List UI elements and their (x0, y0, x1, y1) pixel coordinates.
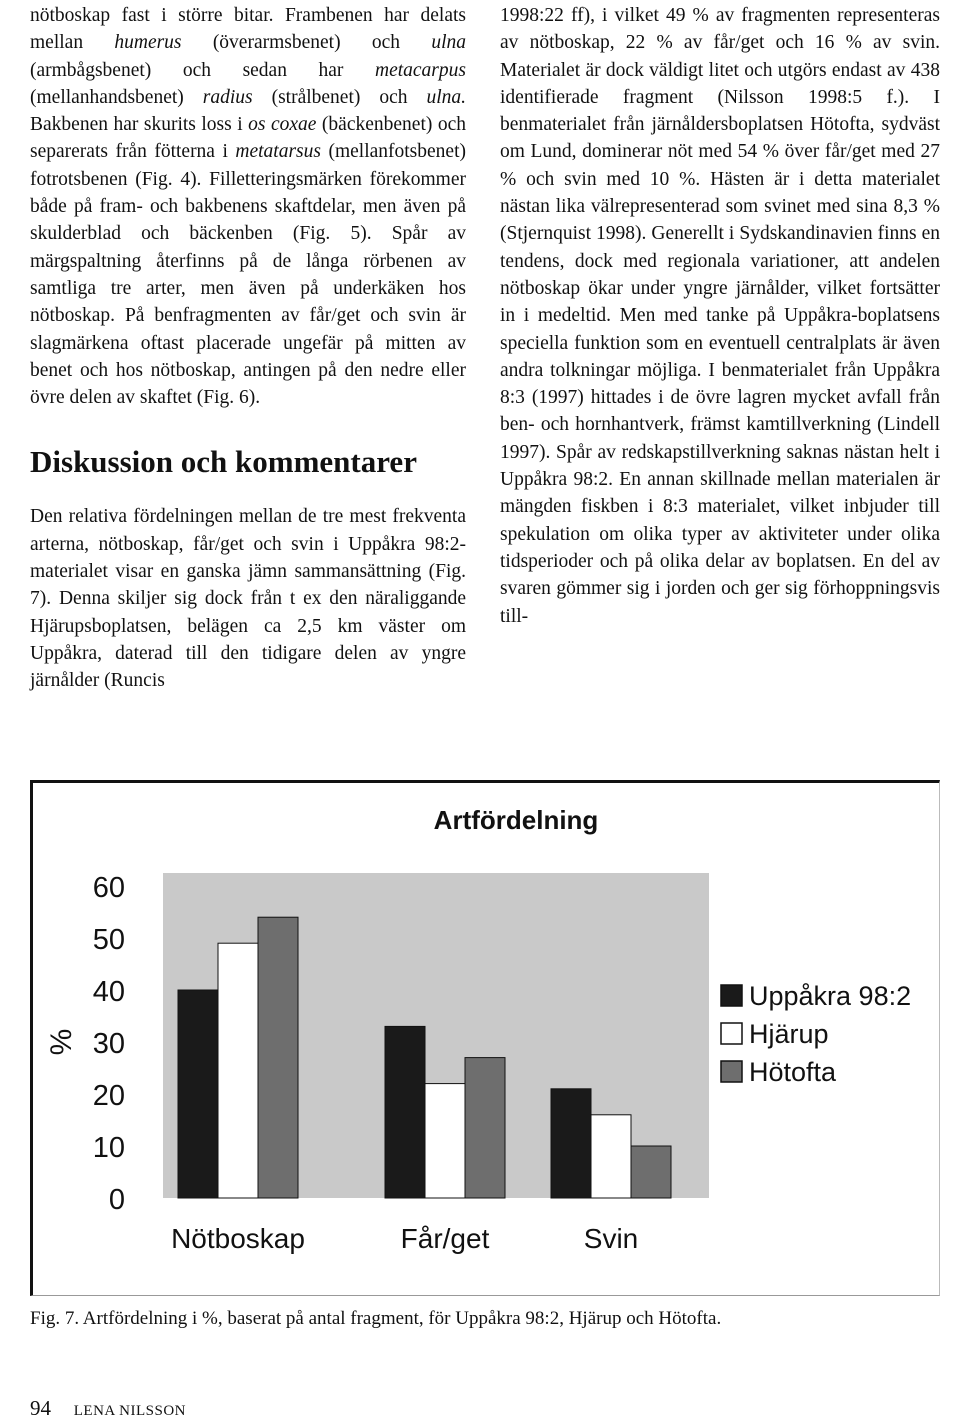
text-run: (mellanhandsbenet) (30, 86, 203, 108)
y-tick-label: 40 (92, 976, 125, 1008)
term-radius: radius (202, 86, 253, 108)
text-run: Bakbenen har skurits loss i (30, 114, 249, 136)
page-number: 94 (30, 1396, 51, 1420)
term-humerus: humerus (114, 32, 182, 54)
term-os-coxae: os coxae (248, 114, 317, 136)
y-tick-label: 0 (108, 1184, 125, 1216)
x-tick-label: Svin (583, 1223, 639, 1254)
text-run: (strålbenet) och (252, 86, 427, 108)
bar-fårget-1 (385, 1026, 425, 1198)
section-heading: Diskussion och kommentarer (30, 444, 417, 480)
legend-swatch (721, 1023, 742, 1044)
legend-swatch (721, 1061, 742, 1082)
left-paragraph-2: Den relativa fördelningen mellan de tre mest frekventa arterna, nötboskap, får/get och svin i Uppåkra 98:2-materialet visar en ganska jämn sammansättning (Fig. 7). Denna skiljer sig dock från t ex den näraliggande Hjärupsboplatsen, belägen ca 2,5 km väster om Uppåkra, daterad till den tidigare delen av yngre järnålder (Runcis (30, 506, 466, 692)
page-footer (30, 1396, 186, 1421)
left-text-column (30, 2, 466, 695)
text-run: (mellanfotsbenet) fotrotsbenen (Fig. 4). Filletteringsmärken förekommer både på fram- och bakbenens skaftdelar, men även på skulderblad och bäckenben (Fig. 5). Spår av märgspaltning återfinns på de långa rörbenen av samtliga tre arter, men även på underkäken hos nötboskap. På benfragmenten av får/get och svin är slagmärkena oftast placerade ungefär på mitten av benet och hos nötboskap, antingen på den nedre eller övre delen av skaftet (Fig. 6). (30, 141, 466, 409)
text-run: nötboskap fast i större bitar. Frambenen har delats mellan (30, 5, 466, 54)
y-tick-label: 10 (92, 1132, 125, 1164)
term-metatarsus: metatarsus (235, 141, 321, 163)
legend-label: Hjärup (749, 1019, 829, 1049)
text-run: (armbågsbenet) och sedan har (30, 59, 375, 81)
bar-svin-1 (551, 1089, 591, 1198)
figure-caption: Fig. 7. Artfördelning i %, baserat på antal fragment, för Uppåkra 98:2, Hjärup och Hötofta. (30, 1308, 722, 1329)
right-text-column (500, 2, 940, 630)
bar-nötboskap-2 (218, 943, 258, 1198)
left-paragraph-1 (30, 2, 466, 411)
legend-label: Uppåkra 98:2 (749, 981, 912, 1011)
figure-7-chart (30, 780, 940, 1296)
legend-swatch (721, 985, 742, 1006)
bar-nötboskap-1 (178, 990, 218, 1198)
y-tick-label: 50 (92, 924, 125, 956)
author-name: LENA NILSSON (73, 1403, 187, 1419)
bar-svin-2 (591, 1115, 631, 1198)
text-run: (bäckenbenet) och separerats från fötterna i (30, 114, 467, 163)
y-axis-label: % (45, 1028, 78, 1056)
bar-fårget-2 (425, 1084, 465, 1198)
y-tick-label: 20 (92, 1080, 125, 1112)
term-ulna: ulna (431, 32, 466, 54)
bar-nötboskap-3 (258, 917, 298, 1198)
bar-chart (33, 783, 939, 1295)
text-run: (överarmsbenet) och (181, 32, 432, 54)
bar-fårget-3 (465, 1058, 505, 1198)
legend-label: Hötofta (749, 1057, 837, 1087)
y-tick-label: 30 (92, 1028, 125, 1060)
chart-title: Artfördelning (433, 805, 599, 835)
term-metacarpus: metacarpus (375, 59, 466, 81)
x-tick-label: Nötboskap (171, 1223, 305, 1254)
x-tick-label: Får/get (400, 1223, 490, 1254)
y-tick-label: 60 (92, 872, 125, 904)
term-ulna: ulna. (426, 86, 466, 108)
bar-svin-3 (631, 1146, 671, 1198)
right-paragraph-1: 1998:22 ff), i vilket 49 % av fragmenten representeras av nötboskap, 22 % av får/get och 16 % av svin. Materialet är dock väldigt litet och utgörs endast av 438 identifierade fragment (Nilsson 1998:5 f.). I benmaterialet från järnåldersboplatsen Hötofta, sydväst om Lund, dominerar nöt med 54 % över får/get med 27 % och svin med 10 %. Hästen är i detta materialet nästan lika välrepresenterad som svinet med sina 8,3 % (Stjernquist 1998). Generellt i Sydskandinavien finns en tendens, dock med regionala variationer, att andelen nötboskap ökar under yngre järnålder, vilket fortsätter in i medeltid. Men med tanke på Uppåkra-boplatsens speciella funktion som en eventuell centralplats är även andra tolkningar möjliga. I benmaterialet från Uppåkra 8:3 (1997) hittades i de övre lagren mycket avfall från ben- och hornhantverk, främst kamtillverkning (Lindell 1997). Spår av redskapstillverkning saknas nästan helt i Uppåkra 98:2. En annan skillnade mellan materialen är mängden fiskben i 8:3 materialet, vilket inbjuder till spekulation om olika typer av aktiviteter under olika tidsperioder och på olika delar av boplatsen. En del av svaren gömmer sig i jorden och ger sig förhoppningsvis till- (500, 5, 940, 627)
